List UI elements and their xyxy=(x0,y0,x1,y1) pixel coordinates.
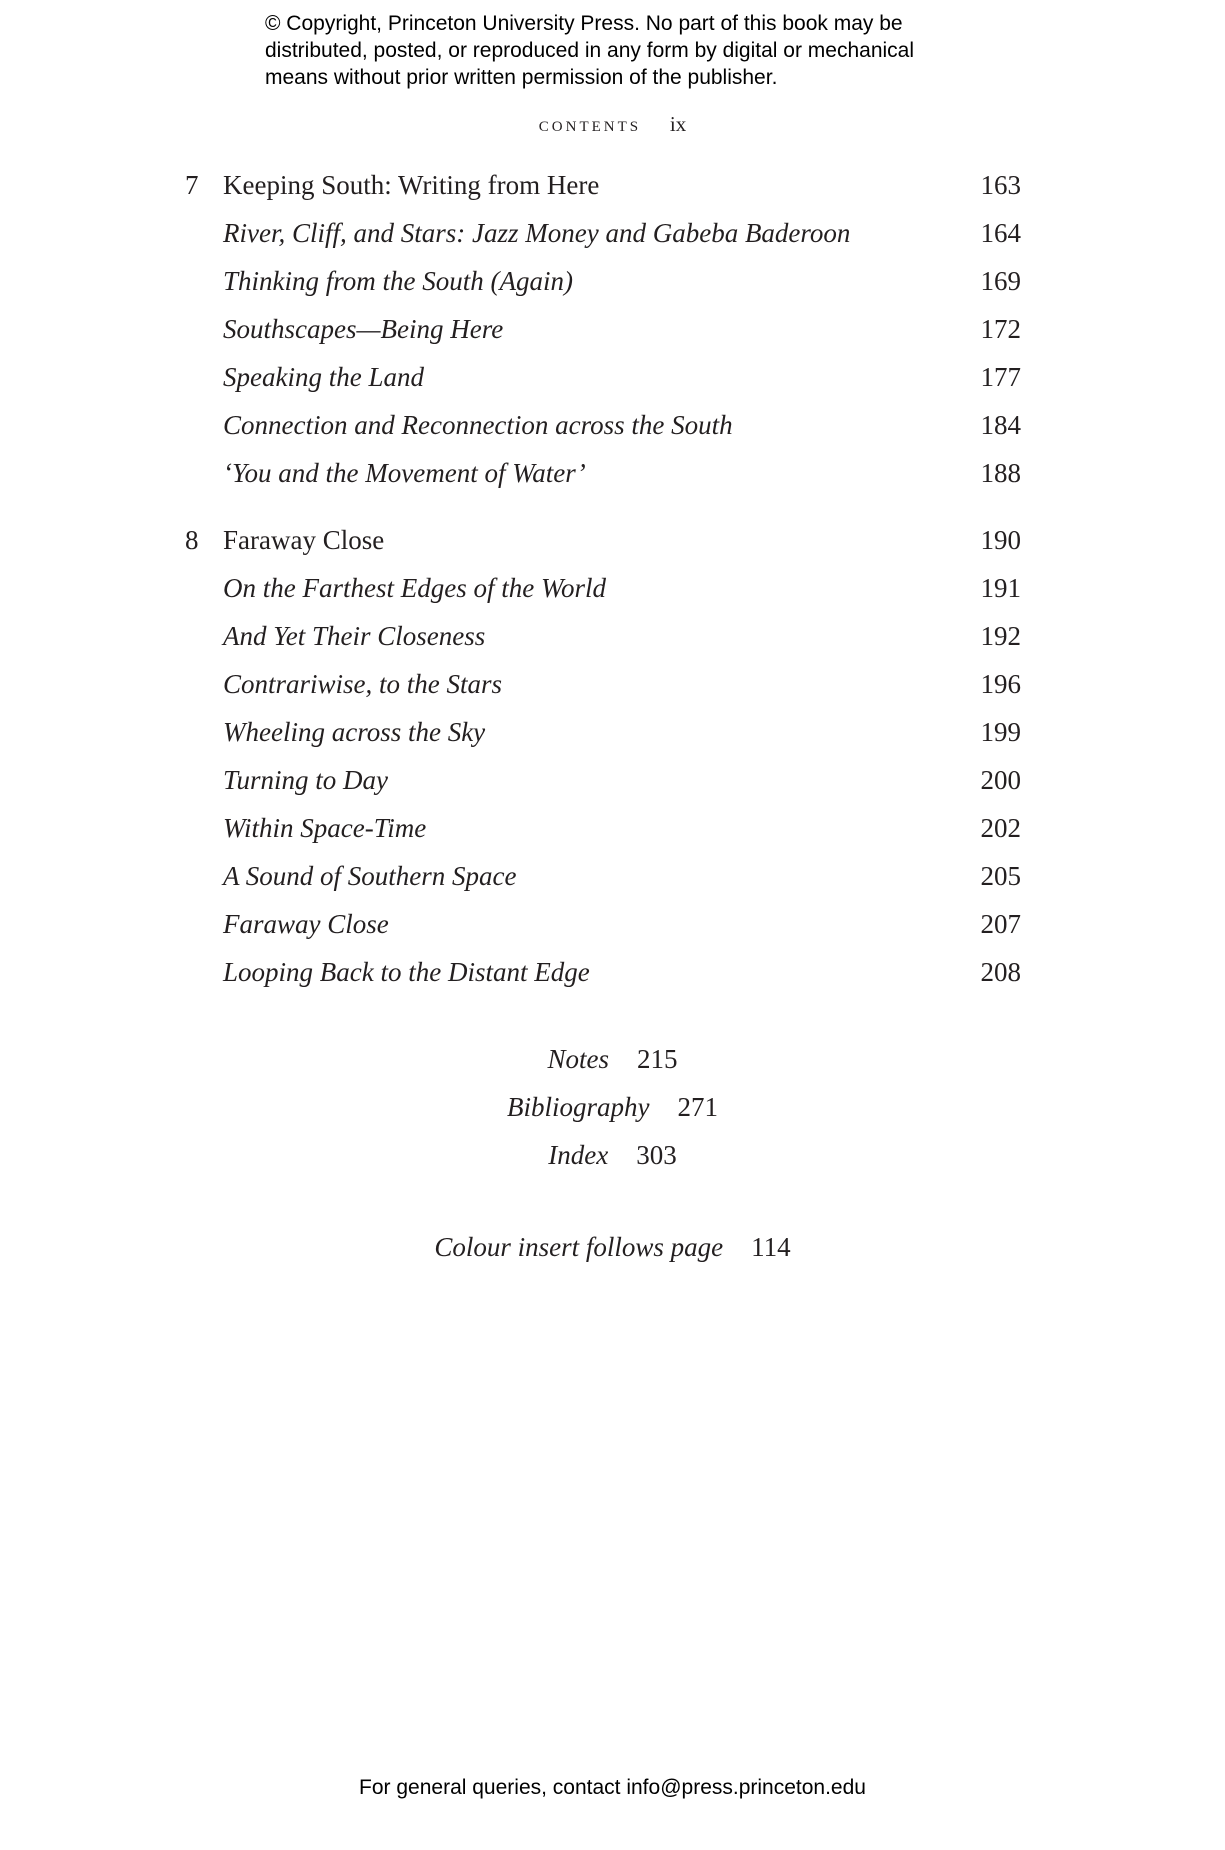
toc-chapter-entry xyxy=(0,525,1225,561)
back-matter-label: Notes xyxy=(547,1044,609,1074)
chapter-number: 8 xyxy=(185,525,199,555)
toc-section-entry xyxy=(0,266,1225,302)
section-title: A Sound of Southern Space xyxy=(223,861,517,891)
page-number: 172 xyxy=(980,314,1021,344)
copyright-line: means without prior written permission of the publisher. xyxy=(265,66,778,89)
toc-section-entry xyxy=(0,717,1225,753)
chapter-title: Keeping South: Writing from Here xyxy=(223,170,600,200)
toc-section-entry xyxy=(0,362,1225,398)
chapter-number: 7 xyxy=(185,170,199,200)
page-number: 207 xyxy=(980,909,1021,939)
colour-insert-note xyxy=(0,1232,1225,1263)
footer-contact: For general queries, contact info@press.princeton.edu xyxy=(359,1776,866,1799)
page-number: 271 xyxy=(677,1092,718,1122)
section-title: ‘You and the Movement of Water’ xyxy=(223,458,586,488)
back-matter-label: Index xyxy=(548,1140,609,1170)
toc-section-entry xyxy=(0,314,1225,350)
section-title: Speaking the Land xyxy=(223,362,424,392)
copyright-line: © Copyright, Princeton University Press. No part of this book may be xyxy=(265,12,903,35)
section-title: And Yet Their Closeness xyxy=(223,621,486,651)
running-head xyxy=(0,112,1225,137)
page-number: 163 xyxy=(980,170,1021,200)
toc-chapter-entry xyxy=(0,170,1225,206)
back-matter-label: Bibliography xyxy=(507,1092,650,1122)
toc-section-entry xyxy=(0,218,1225,254)
section-title: Thinking from the South (Again) xyxy=(223,266,573,296)
toc-section-entry xyxy=(0,573,1225,609)
page-number: 199 xyxy=(980,717,1021,747)
toc-section-entry xyxy=(0,410,1225,446)
page-number: 169 xyxy=(980,266,1021,296)
toc-section-entry xyxy=(0,909,1225,945)
page-folio: ix xyxy=(669,112,687,136)
toc-section-entry xyxy=(0,813,1225,849)
section-title: Within Space-Time xyxy=(223,813,427,843)
page-number: 303 xyxy=(636,1140,677,1170)
toc-section-entry xyxy=(0,621,1225,657)
section-title: Wheeling across the Sky xyxy=(223,717,486,747)
page-number: 188 xyxy=(980,458,1021,488)
toc-section-entry xyxy=(0,458,1225,494)
section-title: Faraway Close xyxy=(223,909,389,939)
toc-section-entry xyxy=(0,765,1225,801)
page-number: 208 xyxy=(980,957,1021,987)
section-title: Looping Back to the Distant Edge xyxy=(223,957,590,987)
page-number: 202 xyxy=(980,813,1021,843)
page-number: 190 xyxy=(980,525,1021,555)
page-number: 215 xyxy=(637,1044,678,1074)
toc-section-entry xyxy=(0,957,1225,993)
page-number: 200 xyxy=(980,765,1021,795)
page-number: 205 xyxy=(980,861,1021,891)
page-number: 196 xyxy=(980,669,1021,699)
section-title: Contrariwise, to the Stars xyxy=(223,669,503,699)
running-head-label: CONTENTS xyxy=(538,119,642,135)
back-matter-entry xyxy=(0,1140,1225,1171)
copyright-line: distributed, posted, or reproduced in any form by digital or mechanical xyxy=(265,39,915,62)
page-number: 192 xyxy=(980,621,1021,651)
page-number: 177 xyxy=(980,362,1021,392)
page-number: 114 xyxy=(751,1232,791,1262)
section-title: Turning to Day xyxy=(223,765,389,795)
toc-section-entry xyxy=(0,669,1225,705)
page-number: 164 xyxy=(980,218,1021,248)
chapter-title: Faraway Close xyxy=(223,525,385,555)
page-number: 191 xyxy=(980,573,1021,603)
section-title: Connection and Reconnection across the South xyxy=(223,410,733,440)
back-matter-entry xyxy=(0,1044,1225,1075)
colour-insert-label: Colour insert follows page xyxy=(434,1232,724,1262)
section-title: Southscapes—Being Here xyxy=(223,314,504,344)
section-title: River, Cliff, and Stars: Jazz Money and Gabeba Baderoon xyxy=(223,218,851,248)
toc-section-entry xyxy=(0,861,1225,897)
copyright-notice xyxy=(265,10,1005,91)
page-number: 184 xyxy=(980,410,1021,440)
back-matter-entry xyxy=(0,1092,1225,1123)
section-title: On the Farthest Edges of the World xyxy=(223,573,606,603)
